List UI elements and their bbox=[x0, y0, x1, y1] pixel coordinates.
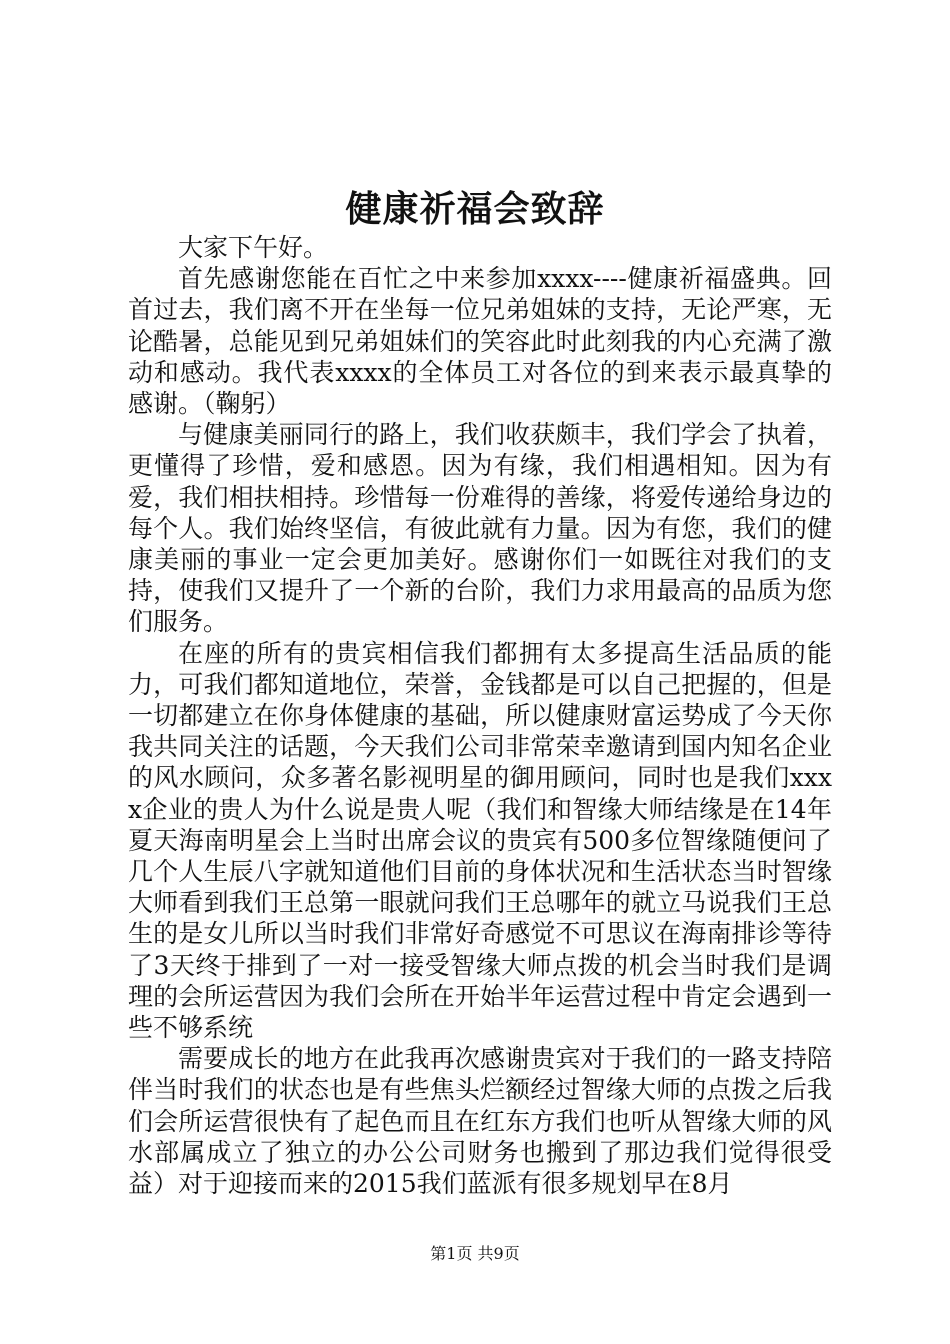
paragraph-greeting: 大家下午好。 bbox=[178, 233, 329, 262]
page-number-footer: 第1页 共9页 bbox=[430, 1244, 520, 1263]
paragraph-health-beauty: 与健康美丽同行的路上，我们收获颇丰，我们学会了执着，更懂得了珍惜，爱和感恩。因为有缘，我们相遇相知。因为有爱，我们相扶相持。珍惜每一份难得的善缘，将爱传递给身边的每个人。我们始终坚信，有彼此就有力量。因为有您，我们的健康美丽的事业一定会更加美好。感谢你们一如既往对我们的支持，使我们又提升了一个新的台阶，我们力求用最高的品质为您们服务。 bbox=[128, 420, 832, 637]
document-body bbox=[128, 232, 832, 1199]
paragraph-growth: 需要成长的地方在此我再次感谢贵宾对于我们的一路支持陪伴当时我们的状态也是有些焦头烂额经过智缘大师的点拨之后我们会所运营很快有了起色而且在红东方我们也听从智缘大师的风水部属成立了独立的办公公司财务也搬到了那边我们觉得很受益）对于迎接而来的2015我们蓝派有很多规划早在8月 bbox=[128, 1044, 832, 1199]
document-title: 健康祈福会致辞 bbox=[345, 188, 605, 230]
paragraph-guests: 在座的所有的贵宾相信我们都拥有太多提高生活品质的能力，可我们都知道地位，荣誉，金钱都是可以自己把握的，但是一切都建立在你身体健康的基础，所以健康财富运势成了今天你我共同关注的话题，今天我们公司非常荣幸邀请到国内知名企业的风水顾问，众多著名影视明星的御用顾问，同时也是我们xxxx企业的贵人为什么说是贵人呢（我们和智缘大师结缘是在14年夏天海南明星会上当时出席会议的贵宾有500多位智缘随便问了几个人生辰八字就知道他们目前的身体状况和生活状态当时智缘大师看到我们王总第一眼就问我们王总哪年的就立马说我们王总生的是女儿所以当时我们非常好奇感觉不可思议在海南排诊等待了3天终于排到了一对一接受智缘大师点拨的机会当时我们是调理的会所运营因为我们会所在开始半年运营过程中肯定会遇到一些不够系统 bbox=[128, 638, 832, 1043]
paragraph-thanks: 首先感谢您能在百忙之中来参加xxxx----健康祈福盛典。回首过去，我们离不开在坐每一位兄弟姐妹的支持，无论严寒，无论酷暑，总能见到兄弟姐妹们的笑容此时此刻我的内心充满了激动和感动。我代表xxxx的全体员工对各位的到来表示最真挚的感谢。（鞠躬） bbox=[128, 264, 832, 419]
